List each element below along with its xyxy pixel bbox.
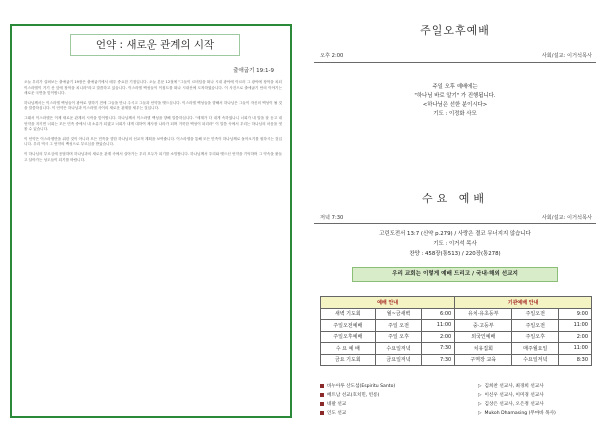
org-name: 중·고등부 [455, 320, 512, 332]
table-row [321, 331, 592, 343]
bullet-icon [320, 411, 324, 415]
org-time: 8:30 [559, 354, 592, 366]
service-time: 2:00 [422, 331, 455, 343]
org-day: 주일오전 [512, 320, 559, 332]
bullet-icon [320, 393, 324, 397]
sermon-scripture: 출애굽기 19:1-9 [233, 68, 274, 74]
table-row [321, 343, 592, 355]
org-day: 주일오전 [512, 308, 559, 320]
missionary-names: 김상은 선교사, 오은정 선교사 [484, 402, 544, 407]
afternoon-line: <하나님은 선한 분이시다> [422, 102, 488, 108]
org-day: 매주월요일 [512, 343, 559, 355]
service-name: 주일오전예배 [321, 320, 376, 332]
table-row [321, 308, 592, 320]
wednesday-meta [320, 214, 596, 221]
service-name: 수 요 예 배 [321, 343, 376, 355]
missionary-names: 이신우 선교사, 이미경 선교사 [484, 393, 544, 398]
table-header-row [321, 297, 592, 309]
service-name: 주일오후예배 [321, 331, 376, 343]
org-time: 2:00 [559, 331, 592, 343]
service-day: 수요일저녁 [375, 343, 422, 355]
service-name: 금요 기도회 [321, 354, 376, 366]
sermon-title: 언약 : 새로운 관계의 시작 [70, 34, 240, 56]
wednesday-hymn: 찬양 : 458장(통513) / 220장(통278) [409, 251, 501, 257]
bullet-icon [320, 402, 324, 406]
sermon-paragraph: 이 하나님의 부르심에 응답하며 하나님과의 새로운 관계 속에서 살아가는 우리 모두가 되기를 소망합니다. 하나님께서 우리와 맺으신 언약을 기억하며 그 약속을 붙들고 살아가는 성도들이 되기를 바랍니다. [24, 151, 282, 162]
mission-field: 인도 선교 [327, 411, 347, 416]
divider [314, 62, 596, 63]
schedule-banner: 우리 교회는 이렇게 예배 드리고 / 국내·해외 선교지 [352, 267, 558, 282]
org-name: 치유집회 [455, 343, 512, 355]
wednesday-preacher: 사회/설교: 이거석목사 [541, 215, 592, 221]
org-day: 수요일저녁 [512, 354, 559, 366]
org-name: 유치·유초등부 [455, 308, 512, 320]
sermon-paragraph: 오늘 우리가 살펴보는 출애굽기 19장은 출애굽기에서 매우 중요한 기점입니다. 오늘 본문 12절에 "그들이 르비딤을 떠나 시내 광야에 이르러 그 광야에 장막을 치되 이스라엘이 거기 산 앞에 장막을 치니라"라고 말씀하고 있습니다. 이스라엘 백성들이 이집트를 떠나 시내산에 도착하였습니다. 이 사건으로 출애굽기 안의 이야기는 새로운 국면을 맞이합니다. [24, 80, 282, 96]
org-worship-header: 기관예배 안내 [455, 297, 592, 309]
table-row [321, 320, 592, 332]
service-time: 7:30 [422, 343, 455, 355]
sermon-body [24, 80, 282, 167]
divider [314, 223, 596, 224]
wednesday-scripture: 고린도전서 13:7 (신약 p.279) / 사랑은 결코 무너지지 않습니다 [379, 231, 531, 237]
org-time: 11:00 [559, 320, 592, 332]
table-row [321, 354, 592, 366]
mission-field: 베트남 선교(호치민, 빈롱) [327, 393, 380, 398]
afternoon-preacher: 사회/설교: 이거석목사 [541, 53, 592, 59]
arrow-right-icon: ▷ [478, 384, 482, 389]
afternoon-prayer: 기도 : 이정화 사모 [433, 111, 477, 117]
afternoon-time: 오후 2:00 [320, 53, 344, 59]
sermon-panel [10, 24, 292, 418]
missionary-names: 김희찬 선교사, 최경희 선교사 [484, 384, 544, 389]
sermon-paragraph: 그래서 이스라엘은 이제 새로운 관계의 시작을 맞이합니다. 하나님께서 이스라엘 백성을 향해 말씀하십니다. "세계가 다 내게 속하였나니 너희가 내 말을 잘 듣고 내 언약을 지키면 너희는 모든 민족 중에서 내 소유가 되겠고 너희가 내게 대하여 제사장 나라가 되며 거룩한 백성이 되리라" 이 말씀 속에서 우리는 하나님의 마음을 엿볼 수 있습니다. [24, 115, 282, 132]
mission-field: 네팔 선교 [327, 402, 347, 407]
wednesday-title: 수요 예배 [421, 192, 488, 205]
arrow-right-icon: ▷ [478, 411, 482, 416]
list-item [320, 401, 592, 409]
service-time: 11:00 [422, 320, 455, 332]
afternoon-line: 주일 오후 예배에는 [432, 84, 478, 90]
service-time: 6:00 [422, 308, 455, 320]
mission-field: 바누아투 산도섬(Espiritu Santo) [327, 384, 396, 389]
sermon-paragraph: 이 언약은 이스라엘만을 위한 것이 아니라 모든 민족을 향한 하나님의 선교적 계획을 보여줍니다. 이스라엘을 통해 모든 민족이 하나님께로 돌아오기를 원하시는 것입니다. 우리 역시 그 언약의 백성으로 부르심을 받았습니다. [24, 136, 282, 147]
service-day: 주일 오후 [375, 331, 422, 343]
bullet-icon [320, 384, 324, 388]
afternoon-title: 주일오후예배 [420, 24, 490, 37]
org-time: 11:00 [559, 343, 592, 355]
service-day: 주일 오전 [375, 320, 422, 332]
arrow-right-icon: ▷ [478, 393, 482, 398]
org-day: 주일오후 [512, 331, 559, 343]
org-time: 9:00 [559, 308, 592, 320]
missionary-names: Mukoh Dhamasing (무마바 목사) [484, 411, 556, 416]
sermon-paragraph: 하나님께서는 이스라엘 백성들이 광야로 향하기 전에 그들을 만나 주시고 그들과 언약을 맺으십니다. 이스라엘 백성들을 향해서 하나님은 그들이 자신의 백성이 될 것을 말씀하십니다. 이 언약은 하나님과 이스라엘 사이의 새로운 관계를 세우는 것입니다. [24, 100, 282, 111]
afternoon-line: "하나님 바로 알기" 가 진행됩니다. [414, 93, 496, 99]
arrow-right-icon: ▷ [478, 402, 482, 407]
list-item [320, 410, 592, 418]
afternoon-meta [320, 52, 596, 59]
list-item [320, 383, 592, 391]
service-day: 금요일저녁 [375, 354, 422, 366]
worship-header: 예배 안내 [321, 297, 455, 309]
wednesday-time: 저녁 7:30 [320, 215, 344, 221]
org-name: 외국인예배 [455, 331, 512, 343]
schedule-table [320, 296, 592, 366]
list-item [320, 392, 592, 400]
service-name: 새벽 기도회 [321, 308, 376, 320]
org-name: 구역장 교육 [455, 354, 512, 366]
wednesday-prayer: 기도 : 이거석 목사 [433, 241, 477, 247]
service-time: 7:30 [422, 354, 455, 366]
bulletin-right [314, 0, 596, 424]
service-day: 월~금새벽 [375, 308, 422, 320]
